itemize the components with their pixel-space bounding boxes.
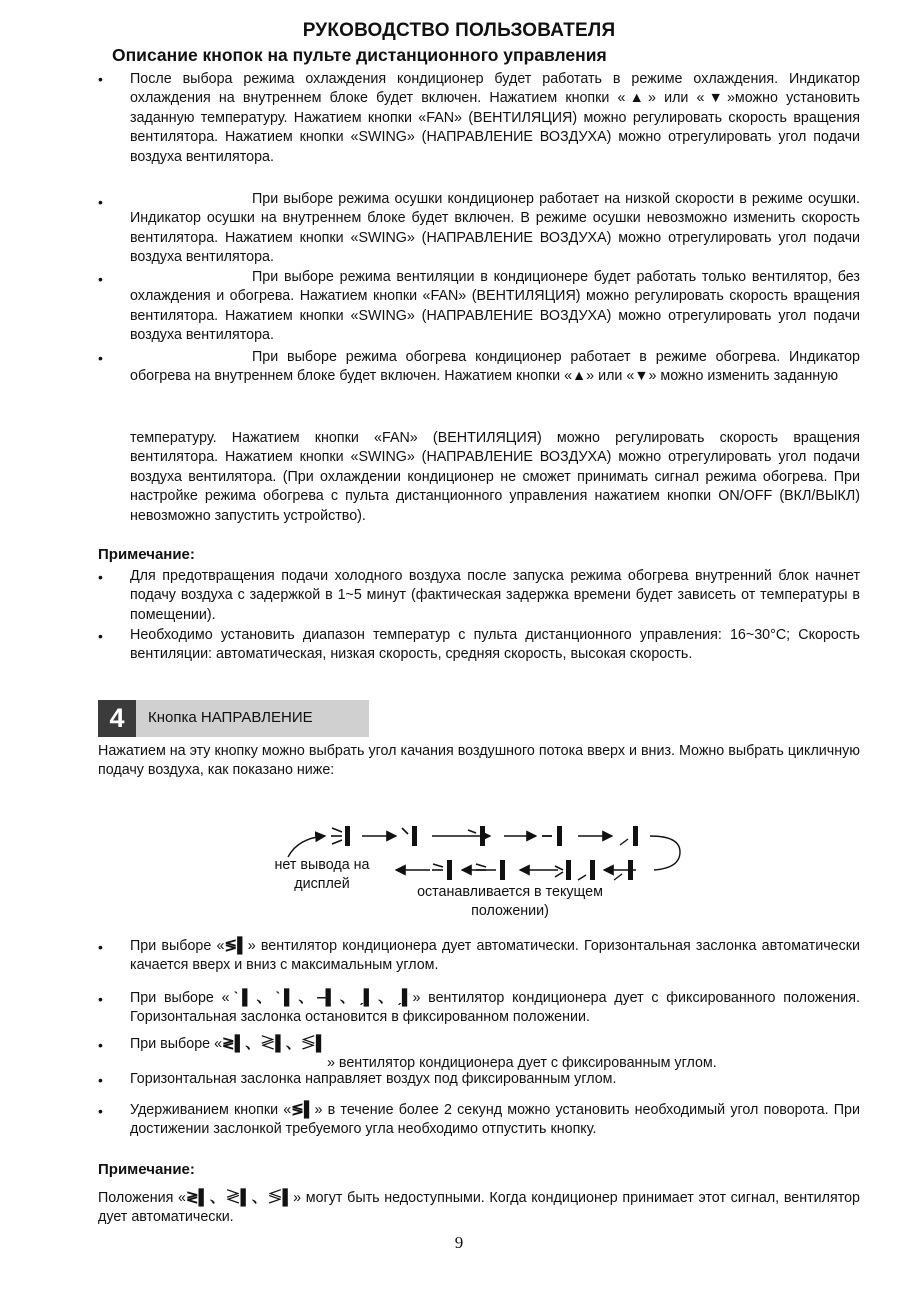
mode-cool-text: После выбора режима охлаждения кондиционер будет работать в режиме охлаждения. Индикатор охлаждения на внутреннем блоке будет включен. Нажатием кнопки «▲» или «▼»можно установить заданную температуру. Нажатием кнопки «FAN» (ВЕНТИЛЯЦИЯ) можно регулировать скорость вращения вентилятора. Нажатием кнопки «SWING» (НАПРАВЛЕНИЕ ВОЗДУХА) можно отрегулировать угол подачи воздуха вентилятора.: [130, 71, 860, 165]
note-item: Для предотвращения подачи холодного воздуха после запуска режима обогрева внутренний блок начнет подачу воздуха с задержкой в 1~5 минут (фактическая задержка времени будет зависеть от температуры в помещении).: [130, 568, 860, 623]
bullet-marker: •: [98, 350, 103, 366]
bullet-marker: •: [98, 628, 103, 644]
mode-fan-text: При выборе режима вентиляции в кондиционере будет работать только вентилятор, без охлаждения и обогрева. Нажатием кнопки «FAN» (ВЕНТИЛЯЦИЯ) можно регулировать скорость вращения вентилятора. Нажатием кнопки «SWING» (НАПРАВЛЕНИЕ ВОЗДУХА) можно отрегулировать угол подачи воздуха вентилятора.: [130, 269, 860, 344]
louver-icon: [620, 826, 638, 846]
louver-angle-icons: ≷▌、≷▌、≶▌: [222, 1035, 327, 1052]
louver-icon: [578, 860, 595, 880]
no-display-label: нет вывода на дисплей: [274, 857, 370, 892]
page-title: РУКОВОДСТВО ПОЛЬЗОВАТЕЛЯ: [302, 20, 616, 41]
bullet-marker: •: [98, 1072, 103, 1088]
bullet-marker: •: [98, 569, 103, 585]
louver-swing-icon: ≶▌: [291, 1101, 315, 1118]
bullet-marker: •: [98, 1037, 103, 1053]
louver-icon: [542, 826, 562, 846]
swing-hold-text: Удерживанием кнопки «≶▌» в течение более 2 секунд можно установить необходимый угол поворота. При достижении заслонкой требуемого угла необходимо отпустить кнопку.: [130, 1101, 860, 1138]
louver-swing-icon: ≶▌: [224, 937, 248, 954]
bullet-marker: •: [98, 1103, 103, 1119]
bullet-marker: •: [98, 71, 103, 87]
mode-heat-continued: температуру. Нажатием кнопки «FAN» (ВЕНТИЛЯЦИЯ) можно регулировать скорость вращения вентилятора. Нажатием кнопки «SWING» (НАПРАВЛЕНИЕ ВОЗДУХА) можно отрегулировать угол подачи воздуха вентилятора. (При охлаждении кондиционер не сможет принимать сигнал режима обогрева. При настройке режима обогрева с пульта дистанционного управления нажатием кнопки ON/OFF (ВКЛ/ВЫКЛ) невозможно запустить устройство).: [130, 430, 860, 524]
louver-icon: [402, 826, 417, 846]
swing-horizontal-text: Горизонтальная заслонка направляет воздух под фиксированным углом.: [130, 1071, 617, 1087]
louver-fixed-icons: ˋ▌、ˋ▌、‒▌、ˏ▌、ˏ▌: [229, 989, 413, 1006]
note-heading: Примечание:: [98, 1161, 195, 1178]
louver-icon: [331, 826, 350, 846]
louver-angle-icons: ≷▌、≷▌、≶▌: [185, 1189, 294, 1206]
section-number: 4: [98, 700, 136, 737]
page-subtitle: Описание кнопок на пульте дистанционного управления: [112, 45, 607, 65]
swing-fixed-text: При выборе «ˋ▌、ˋ▌、‒▌、ˏ▌、ˏ▌» вентилятор кондиционера дует с фиксированного положения. Горизонтальная заслонка остановится в фиксированном положении.: [130, 989, 860, 1026]
note-heading: Примечание:: [98, 546, 195, 563]
bullet-marker: •: [98, 991, 103, 1007]
note2-text: Положения «≷▌、≷▌、≶▌» могут быть недоступными. Когда кондиционер принимает этот сигнал, вентилятор дует автоматически.: [98, 1189, 861, 1226]
swing-fixed-angle-text: При выборе «≷▌、≷▌、≶▌ » вентилятор кондиционера дует с фиксированным углом.: [130, 1035, 717, 1072]
louver-icon: [432, 860, 452, 880]
stops-label: останавливается в текущем положении): [417, 884, 603, 919]
page-number: 9: [454, 1233, 464, 1252]
swing-auto-text: При выборе «≶▌» вентилятор кондиционера дует автоматически. Горизонтальная заслонка автоматически качается вверх и вниз с максимальным углом.: [130, 937, 860, 974]
section-label: Кнопка НАПРАВЛЕНИЕ: [148, 709, 313, 726]
bullet-marker: •: [98, 939, 103, 955]
note-item: Необходимо установить диапазон температур с пульта дистанционного управления: 16~30°C; Скорость вентиляции: автоматическая, низкая скорость, средняя скорость, высокая скорость.: [130, 627, 860, 663]
bullet-marker: •: [98, 194, 103, 210]
mode-heat-text: При выборе режима обогрева кондиционер работает в режиме обогрева. Индикатор обогрева на внутреннем блоке будет включен. Нажатием кнопки «▲» или «▼» можно изменить заданную: [130, 349, 860, 385]
bullet-marker: •: [98, 271, 103, 287]
section-intro: Нажатием на эту кнопку можно выбрать угол качания воздушного потока вверх и вниз. Можно выбрать цикличную подачу воздуха, как показано ниже:: [98, 743, 860, 779]
mode-dry-text: При выборе режима осушки кондиционер работает на низкой скорости в режиме осушки. Индикатор осушки на внутреннем блоке будет включен. В режиме осушки невозможно изменить скорость вентилятора. Нажатием кнопки «SWING» (НАПРАВЛЕНИЕ ВОЗДУХА) можно отрегулировать угол подачи воздуха вентилятора.: [130, 191, 860, 266]
